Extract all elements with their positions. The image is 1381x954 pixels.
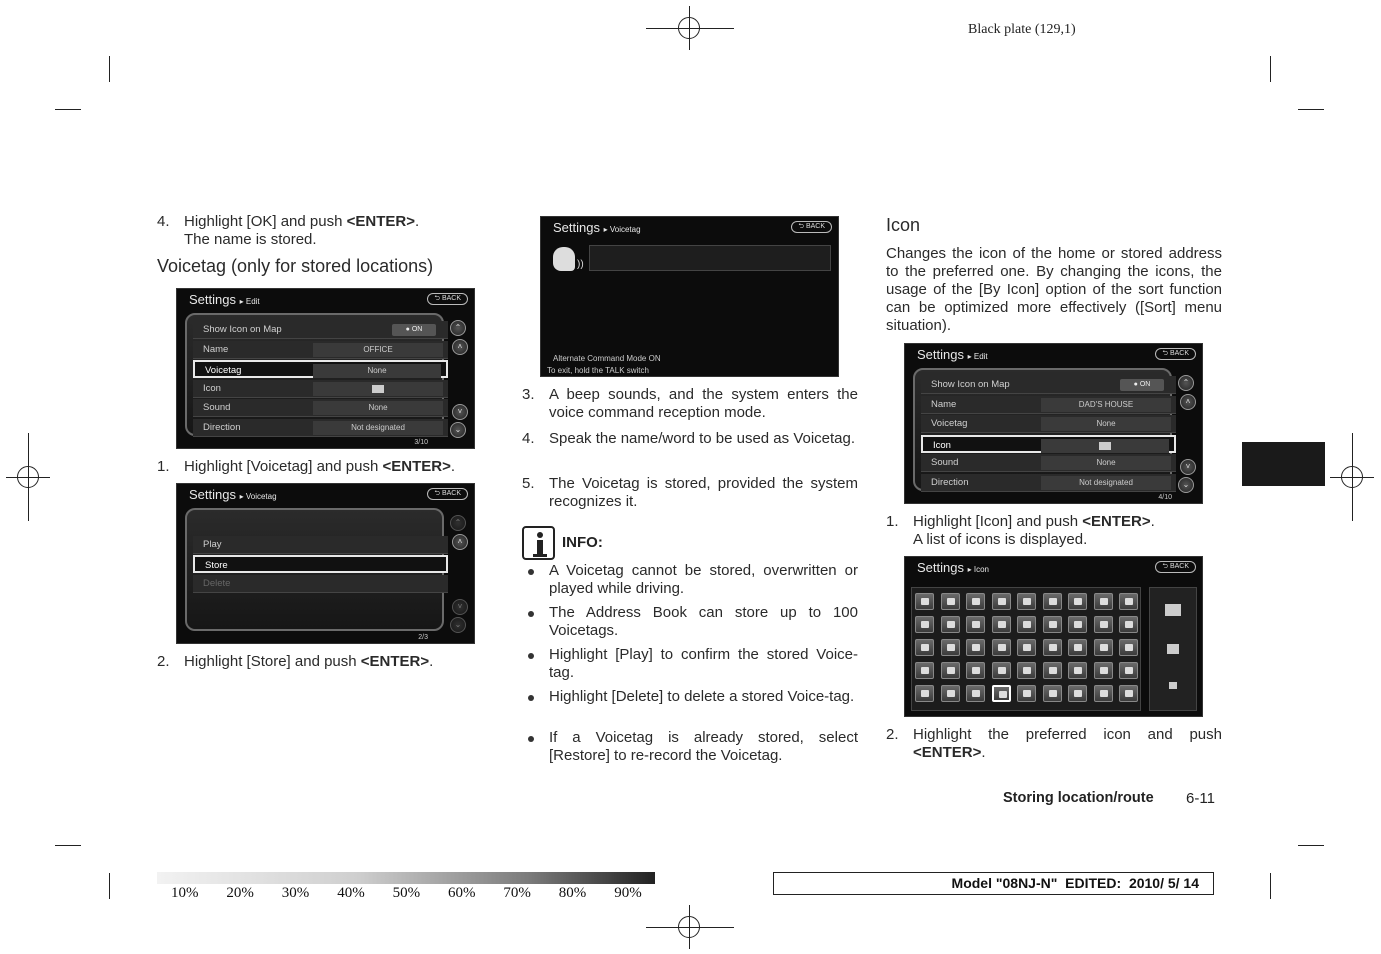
scroll-top-icon[interactable]: ⌃	[450, 320, 466, 336]
alternate-mode-text: Alternate Command Mode ON	[553, 354, 661, 363]
poi-icon[interactable]	[1119, 639, 1138, 656]
col2-step5: 5. The Voicetag is stored, provided the system recognizes it.	[522, 475, 858, 510]
poi-icon[interactable]	[992, 662, 1011, 679]
row-sound[interactable]: Sound None	[921, 454, 1176, 472]
model-box	[773, 872, 1214, 895]
poi-icon[interactable]	[941, 593, 960, 610]
info-bullet: The Address Book can store up to 100 Voicetags.	[522, 604, 858, 644]
row-sound[interactable]: Sound None	[193, 399, 448, 417]
poi-icon[interactable]	[1017, 616, 1036, 633]
poi-icon[interactable]	[1068, 639, 1087, 656]
poi-icon[interactable]	[1043, 616, 1062, 633]
poi-icon[interactable]	[992, 593, 1011, 610]
screen-title: Settings ▸ Voicetag	[553, 220, 641, 235]
percent-label: 80%	[558, 885, 587, 901]
speech-bubble-icon	[372, 385, 384, 393]
scroll-bottom-icon[interactable]: ⌄	[450, 422, 466, 438]
info-bullet: Highlight [Play] to confirm the stored Voice-tag.	[522, 646, 858, 686]
scroll-down-icon[interactable]: ˅	[452, 599, 468, 615]
scroll-bottom-icon[interactable]: ⌄	[450, 617, 466, 633]
poi-icon[interactable]	[941, 616, 960, 633]
poi-icon[interactable]	[1043, 685, 1062, 702]
voicetag-heading: Voicetag (only for stored locations)	[157, 256, 434, 276]
poi-icon[interactable]	[1094, 662, 1113, 679]
row-play[interactable]: Play	[193, 536, 448, 554]
poi-icon[interactable]	[1119, 616, 1138, 633]
col1-step1: 1. Highlight [Voicetag] and push <ENTER>.	[157, 458, 456, 475]
scroll-bottom-icon[interactable]: ⌄	[1178, 477, 1194, 493]
col3-step2: 2. Highlight the preferred icon and push <ENTER>.	[886, 726, 1222, 761]
page-indicator: 3/10	[414, 439, 428, 446]
small-icon-preview	[1169, 682, 1177, 689]
row-name[interactable]: Name DAD'S HOUSE	[921, 396, 1176, 414]
percent-label: 10%	[171, 885, 199, 901]
info-icon	[522, 526, 555, 560]
poi-icon[interactable]	[915, 685, 934, 702]
chapter-tab	[1242, 442, 1325, 486]
poi-icon[interactable]	[915, 662, 934, 679]
poi-icon[interactable]	[941, 662, 960, 679]
large-icon-preview	[1165, 604, 1181, 616]
screen-voice-record	[540, 216, 839, 377]
plate-label: Black plate (129,1)	[968, 22, 1076, 37]
poi-icon[interactable]	[966, 639, 985, 656]
scroll-up-icon[interactable]: ˄	[452, 534, 468, 550]
poi-icon[interactable]	[966, 616, 985, 633]
poi-icon[interactable]	[992, 616, 1011, 633]
poi-icon[interactable]	[915, 616, 934, 633]
poi-icon[interactable]	[941, 639, 960, 656]
poi-icon[interactable]	[1094, 685, 1113, 702]
poi-icon[interactable]	[1068, 593, 1087, 610]
icon-preview-panel	[1149, 587, 1197, 711]
poi-icon[interactable]	[966, 685, 985, 702]
scroll-down-icon[interactable]: ˅	[1180, 459, 1196, 475]
poi-icon[interactable]	[941, 685, 960, 702]
screen-edit-dads-house	[904, 343, 1203, 504]
poi-icon[interactable]	[1017, 685, 1036, 702]
page-indicator: 4/10	[1158, 494, 1172, 501]
screen-edit-office	[176, 288, 475, 449]
percent-label: 20%	[226, 885, 254, 901]
page-number: 6-11	[1186, 790, 1215, 807]
percent-label: 30%	[281, 885, 310, 901]
scroll-down-icon[interactable]: ˅	[452, 404, 468, 420]
poi-icon[interactable]	[1094, 616, 1113, 633]
info-bullet: If a Voicetag is already stored, select [Restore] to re-record the Voicetag.	[522, 729, 858, 769]
poi-icon[interactable]	[1043, 639, 1062, 656]
poi-icon[interactable]	[1119, 662, 1138, 679]
row-name[interactable]: Name OFFICE	[193, 341, 448, 359]
row-icon[interactable]: Icon	[193, 380, 448, 398]
gray-scale-bar	[157, 872, 655, 884]
page-indicator: 2/3	[418, 634, 428, 641]
back-button[interactable]: ⮌ BACK	[1155, 348, 1196, 360]
back-button[interactable]: ⮌ BACK	[427, 488, 468, 500]
percent-label: 70%	[503, 885, 531, 901]
row-voicetag[interactable]: Voicetag None	[193, 360, 448, 378]
back-button[interactable]: ⮌ BACK	[1155, 561, 1196, 573]
medium-icon-preview	[1167, 644, 1179, 654]
row-delete[interactable]: Delete	[193, 575, 448, 593]
poi-icon[interactable]	[1094, 593, 1113, 610]
info-bullet: A Voicetag cannot be stored, overwritten or played while driving.	[522, 562, 858, 602]
row-show-icon[interactable]: Show Icon on Map ● ON	[921, 376, 1176, 394]
poi-icon[interactable]	[966, 662, 985, 679]
row-icon[interactable]: Icon	[921, 435, 1176, 453]
poi-icon[interactable]	[1068, 616, 1087, 633]
col2-step3: 3. A beep sounds, and the system enters the voice command reception mode.	[522, 386, 858, 421]
screen-title: Settings ▸ Voicetag	[189, 487, 277, 502]
col2-step4: 4. Speak the name/word to be used as Voicetag.	[522, 430, 856, 447]
exit-hint-text: To exit, hold the TALK switch	[547, 366, 649, 375]
model-edited-text: Model "08NJ-N" EDITED: 2010/ 5/ 14	[951, 875, 1199, 891]
voice-wave-icon: ))	[577, 259, 584, 270]
poi-icon[interactable]	[966, 593, 985, 610]
screen-icon-grid	[904, 556, 1203, 717]
scroll-top-icon[interactable]: ⌃	[1178, 375, 1194, 391]
poi-icon[interactable]	[992, 639, 1011, 656]
screen-voicetag-menu	[176, 483, 475, 644]
scroll-up-icon[interactable]: ˄	[1180, 394, 1196, 410]
poi-icon[interactable]	[1017, 593, 1036, 610]
percent-label: 40%	[337, 885, 365, 901]
back-button[interactable]: ⮌ BACK	[791, 221, 832, 233]
icon-paragraph: Changes the icon of the home or stored address to the preferred one. By changing the icons, the usage of the [By Icon] option of the sort function can be optimized more effectively ([Sort] menu situation).	[886, 245, 1222, 334]
icon-heading: Icon	[886, 215, 921, 235]
scroll-top-icon[interactable]: ⌃	[450, 515, 466, 531]
row-store[interactable]: Store	[193, 555, 448, 573]
poi-icon[interactable]	[1043, 593, 1062, 610]
percent-label: 90%	[614, 885, 642, 901]
speaking-head-icon	[553, 247, 575, 271]
poi-icon[interactable]	[1068, 662, 1087, 679]
speech-bubble-icon	[1099, 442, 1111, 450]
row-direction[interactable]: Direction Not designated	[193, 419, 448, 437]
info-bullet: Highlight [Delete] to delete a stored Voice-tag.	[522, 688, 858, 728]
row-voicetag[interactable]: Voicetag None	[921, 415, 1176, 433]
scroll-up-icon[interactable]: ˄	[452, 339, 468, 355]
section-footer: Storing location/route	[1003, 790, 1154, 806]
info-label: INFO:	[562, 534, 603, 551]
col1-step4: 4. Highlight [OK] and push <ENTER>. The name is stored.	[157, 213, 420, 248]
screen-title: Settings ▸ Icon	[917, 560, 989, 575]
poi-icon[interactable]	[1043, 662, 1062, 679]
poi-icon[interactable]	[1017, 662, 1036, 679]
poi-icon[interactable]	[915, 639, 934, 656]
poi-icon[interactable]	[1119, 593, 1138, 610]
poi-icon[interactable]	[1119, 685, 1138, 702]
screen-title: Settings ▸ Edit	[917, 347, 988, 362]
screen-title: Settings ▸ Edit	[189, 292, 260, 307]
col3-step1: 1. Highlight [Icon] and push <ENTER>. A list of icons is displayed.	[886, 513, 1155, 548]
percent-label: 60%	[448, 885, 476, 901]
back-button[interactable]: ⮌ BACK	[427, 293, 468, 305]
poi-icon[interactable]	[992, 685, 1011, 702]
row-direction[interactable]: Direction Not designated	[921, 474, 1176, 492]
percent-label: 50%	[392, 885, 421, 901]
row-show-icon[interactable]: Show Icon on Map ● ON	[193, 321, 448, 339]
poi-icon[interactable]	[1017, 639, 1036, 656]
voice-input-bar	[589, 245, 831, 271]
col1-step2: 2. Highlight [Store] and push <ENTER>.	[157, 653, 434, 670]
poi-icon[interactable]	[915, 593, 934, 610]
poi-icon[interactable]	[1094, 639, 1113, 656]
poi-icon[interactable]	[1068, 685, 1087, 702]
